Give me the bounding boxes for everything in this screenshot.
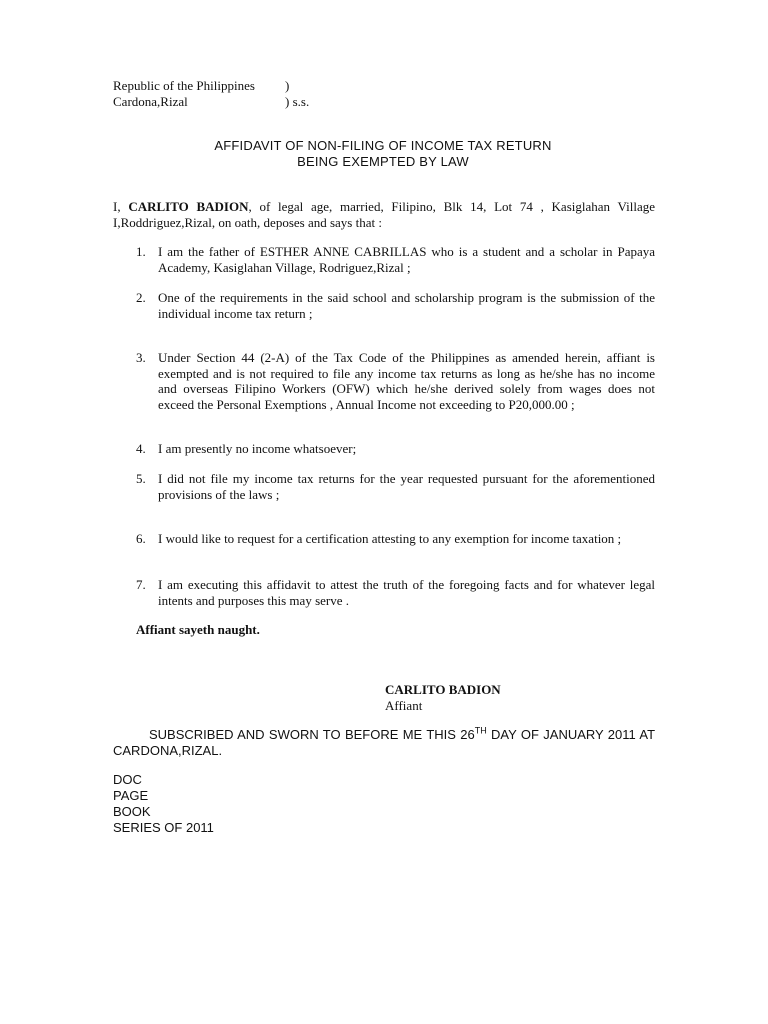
list-item [136, 290, 655, 321]
list-item [136, 244, 655, 275]
item-number: 4. [136, 441, 146, 456]
venue-block [113, 78, 309, 110]
intro-rest: , of legal age, married, Filipino, Blk 14, Lot 74 , Kasiglahan Village I,Roddriguez,Rizal, on oath, deposes and says that : [113, 199, 656, 230]
signature-block [385, 682, 501, 714]
venue-country: Republic of the Philippines [113, 78, 255, 93]
item-text: I did not file my income tax returns for the year requested pursuant for the aforementioned provisions of the laws ; [158, 471, 655, 502]
item-number: 3. [136, 350, 146, 365]
item-number: 1. [136, 244, 146, 259]
venue-city: Cardona,Rizal [113, 94, 188, 109]
venue-ss: ) s.s. [285, 94, 310, 109]
item-text: One of the requirements in the said school and scholarship program is the submission of the individual income tax return ; [158, 290, 655, 321]
list-item [136, 577, 655, 608]
jurat-paragraph [113, 727, 655, 759]
item-text: I would like to request for a certification attesting to any exemption for income taxation ; [158, 531, 622, 546]
item-text: I am executing this affidavit to attest the truth of the foregoing facts and for whatever legal intents and purposes this may serve . [158, 577, 655, 608]
notarial-register [113, 772, 214, 836]
item-number: 7. [136, 577, 146, 592]
item-text: I am presently no income whatsoever; [158, 441, 357, 456]
venue-line-2 [113, 94, 309, 110]
intro-paragraph [113, 199, 655, 231]
document-title [113, 138, 653, 170]
notarial-book: BOOK [113, 804, 151, 819]
venue-bracket-1: ) [285, 78, 290, 93]
signatory-name: CARLITO BADION [385, 682, 501, 697]
venue-line-1 [113, 78, 309, 94]
item-number: 2. [136, 290, 146, 305]
affiant-name: CARLITO BADION [128, 199, 249, 214]
title-line-1: AFFIDAVIT OF NON-FILING OF INCOME TAX RETURN [214, 138, 552, 153]
item-number: 5. [136, 471, 146, 486]
closing-statement: Affiant sayeth naught. [136, 622, 260, 637]
list-item [136, 350, 655, 412]
notarial-page: PAGE [113, 788, 149, 803]
list-item [136, 471, 655, 502]
jurat-ordinal: TH [474, 725, 487, 736]
title-line-2: BEING EXEMPTED BY LAW [297, 154, 469, 169]
intro-prefix: I, [113, 199, 129, 214]
list-item [136, 441, 655, 457]
list-item [136, 531, 655, 547]
jurat-text-1: SUBSCRIBED AND SWORN TO BEFORE ME THIS 26 [149, 727, 475, 742]
item-number: 6. [136, 531, 146, 546]
notarial-series: SERIES OF 2011 [113, 820, 214, 835]
item-text: I am the father of ESTHER ANNE CABRILLAS who is a student and a scholar in Papaya Academy, Kasiglahan Village, Rodriguez,Rizal ; [158, 244, 655, 275]
jurat-text-2: DAY OF JANUARY 2011 AT CARDONA,RIZAL. [113, 727, 656, 758]
signatory-role: Affiant [385, 698, 423, 713]
notarial-doc: DOC [113, 772, 142, 787]
item-text: Under Section 44 (2-A) of the Tax Code of the Philippines as amended herein, affiant is exempted and is not required to file any income tax returns as long as he/she has no income and overseas Filipino Workers (OFW) which he/she derived solely from wages does not exceed the Personal Exemptions , Annual Income not exceeding to P20,000.00 ; [158, 350, 655, 412]
